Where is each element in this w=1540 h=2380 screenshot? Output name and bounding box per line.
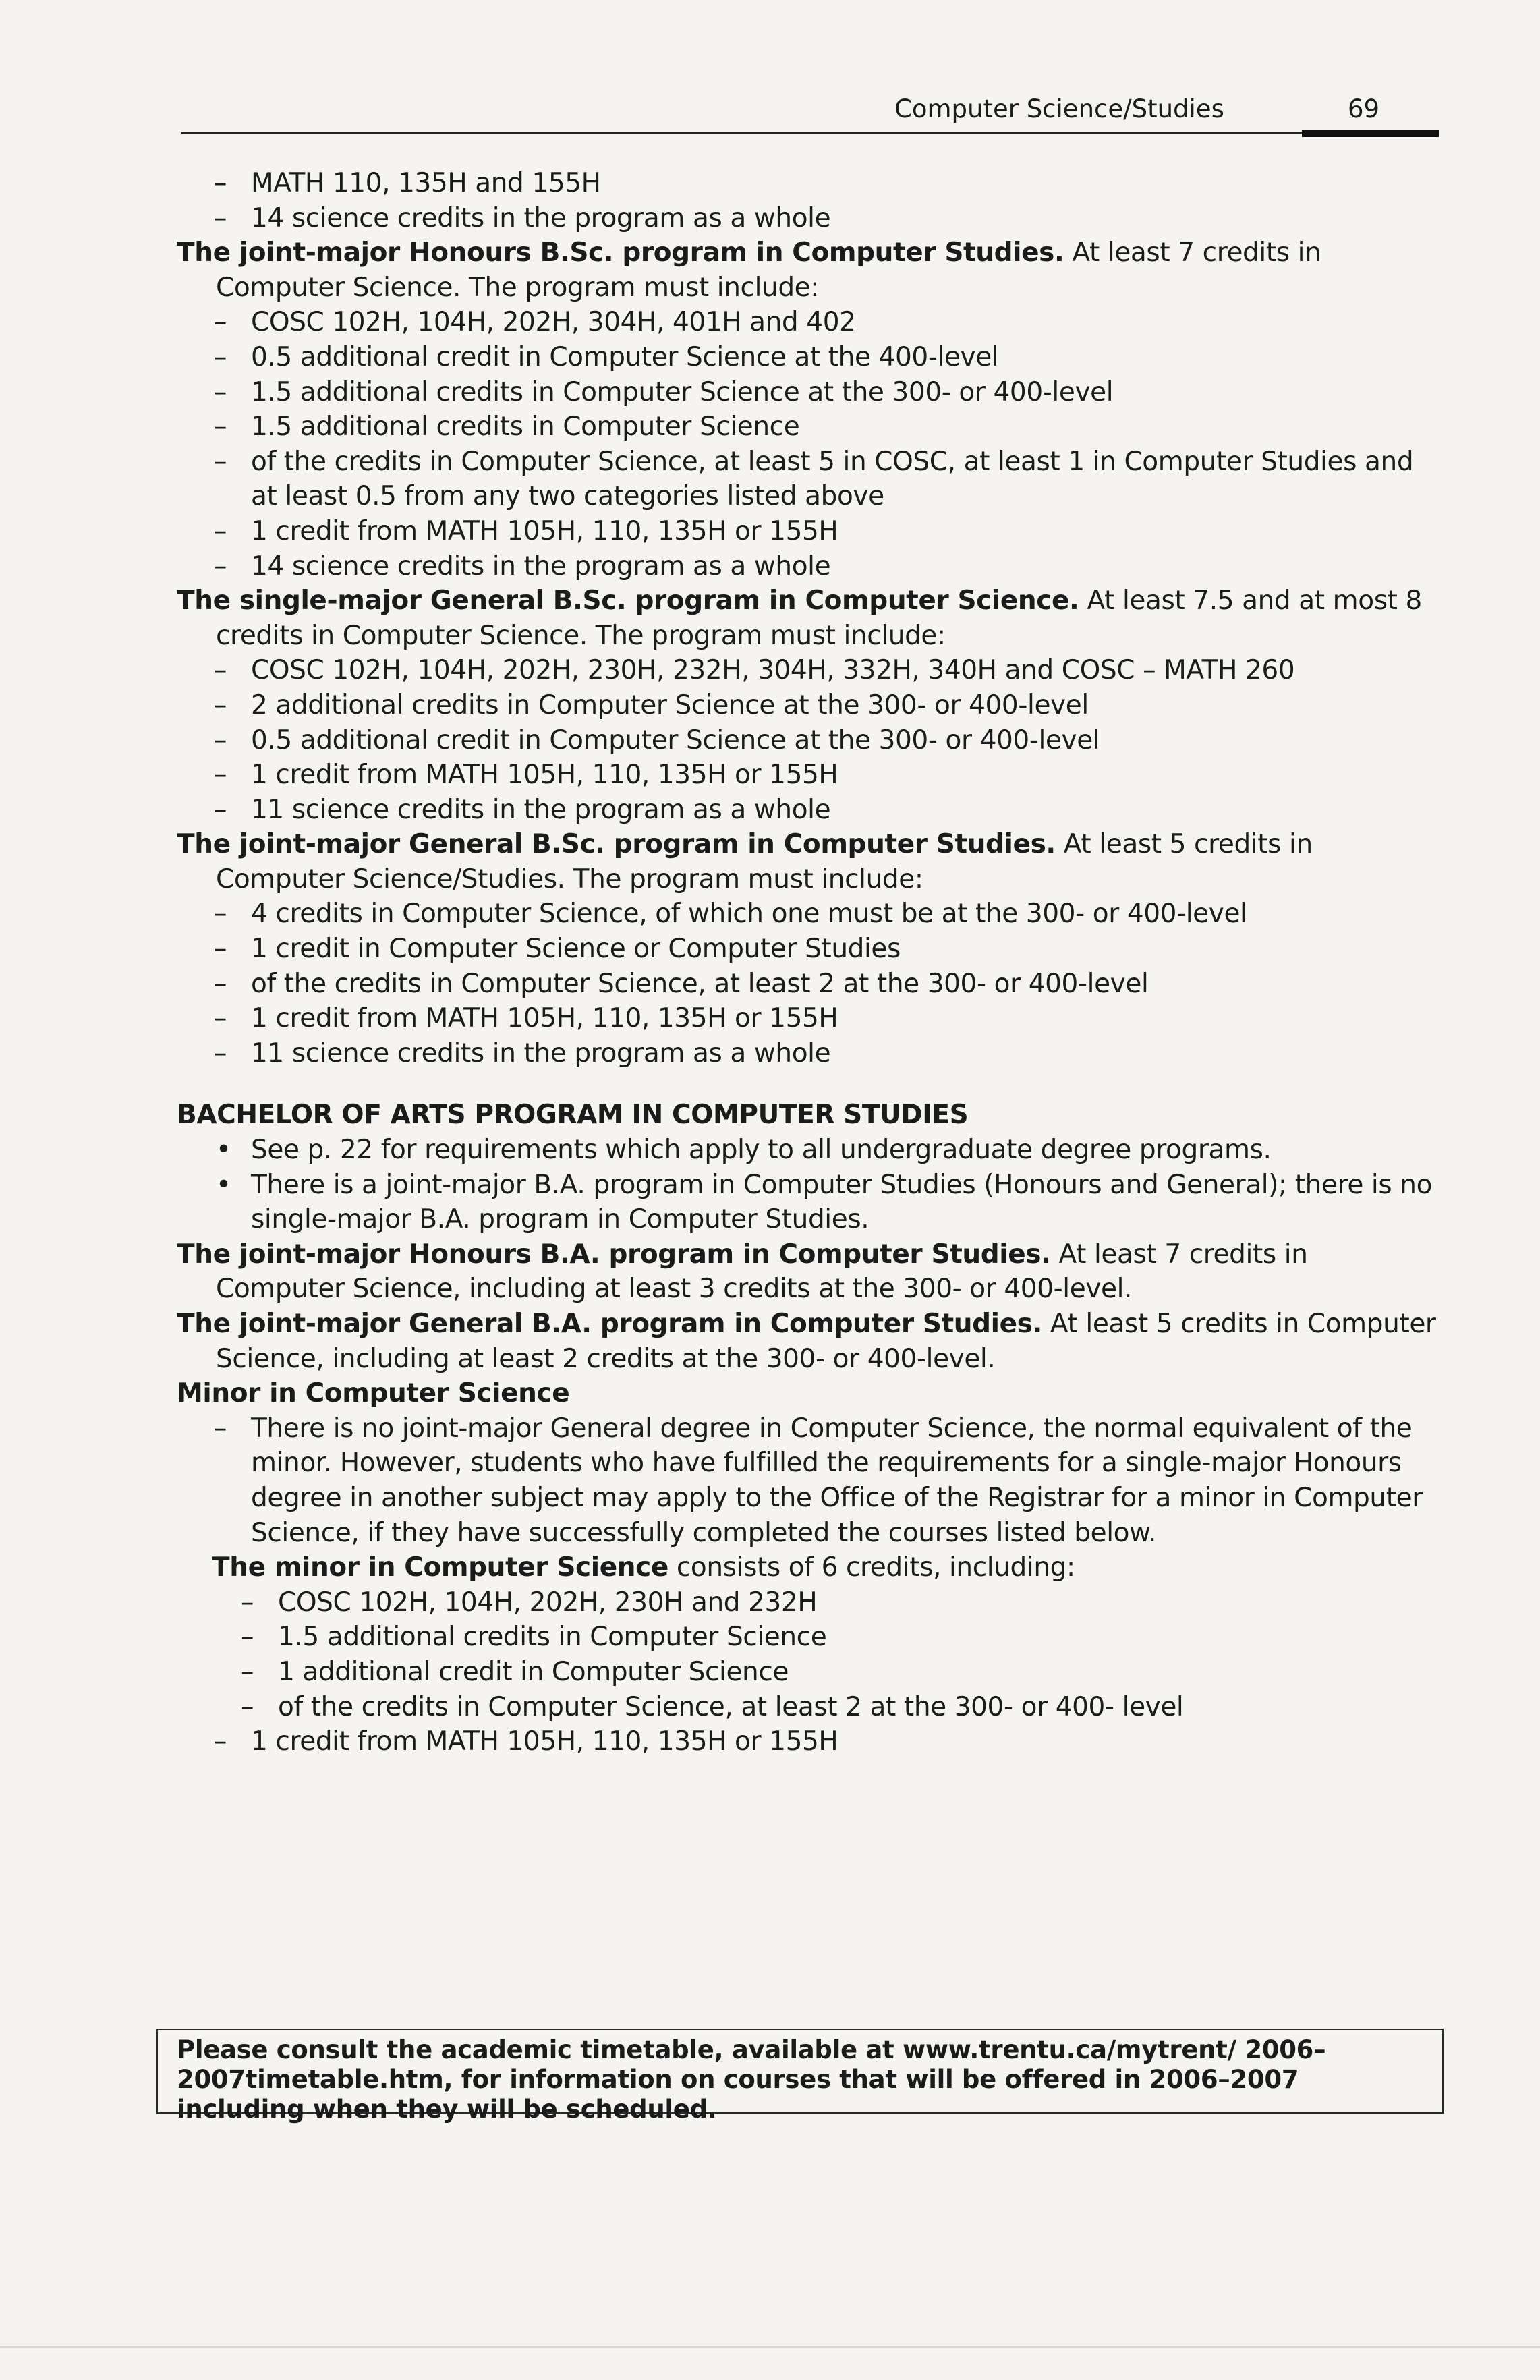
list-item: – 11 science credits in the program as a whole <box>177 793 1438 828</box>
program-description: At least 5 credits in Computer Science, including at least 2 credits at the 300- or 400-level. <box>216 1309 1436 1374</box>
list-item: – COSC 102H, 104H, 202H, 230H, 232H, 304H, 332H, 340H and COSC – MATH 260 <box>177 653 1438 688</box>
list-item: – 1 credit from MATH 105H, 110, 135H or 155H <box>177 1001 1438 1036</box>
program-heading <box>177 1237 1438 1307</box>
list-item: – 1.5 additional credits in Computer Science <box>177 409 1438 445</box>
minor-heading: Minor in Computer Science <box>177 1378 570 1409</box>
program-heading <box>177 584 1438 653</box>
list-item: – 1.5 additional credits in Computer Science at the 300- or 400-level <box>177 375 1438 410</box>
bullet-item: • There is a joint-major B.A. program in Computer Studies (Honours and General); there is no single-major B.A. program in Computer Studies. <box>177 1168 1438 1237</box>
list-item: – 1 additional credit in Computer Science <box>177 1655 1438 1690</box>
program-heading <box>177 235 1438 305</box>
program-heading <box>177 1307 1438 1376</box>
list-item: – 1 credit from MATH 105H, 110, 135H or 155H <box>177 514 1438 549</box>
program-title: The joint-major General B.A. program in Computer Studies. <box>177 1309 1042 1339</box>
program-title: The joint-major General B.Sc. program in Computer Studies. <box>177 829 1056 860</box>
list-item: – 4 credits in Computer Science, of which one must be at the 300- or 400-level <box>177 897 1438 932</box>
program-heading <box>177 827 1438 897</box>
list-item: – 1.5 additional credits in Computer Science <box>177 1620 1438 1655</box>
bullet-item: • See p. 22 for requirements which apply to all undergraduate degree programs. <box>177 1133 1438 1168</box>
list-item: – 14 science credits in the program as a whole <box>177 549 1438 584</box>
program-title: The minor in Computer Science <box>212 1552 668 1583</box>
program-description: At least 7 credits in Computer Science. The program must include: <box>216 237 1321 303</box>
list-item: – COSC 102H, 104H, 202H, 230H and 232H <box>177 1585 1438 1620</box>
list-item: – of the credits in Computer Science, at least 2 at the 300- or 400- level <box>177 1690 1438 1725</box>
list-item: – 1 credit from MATH 105H, 110, 135H or 155H <box>177 1724 1438 1759</box>
header-rule <box>181 132 1439 134</box>
list-item: – of the credits in Computer Science, at least 5 in COSC, at least 1 in Computer Studies and at least 0.5 from any two categories listed above <box>177 445 1438 514</box>
list-item: – 2 additional credits in Computer Science at the 300- or 400-level <box>177 688 1438 723</box>
list-item: – 14 science credits in the program as a whole <box>177 201 1438 236</box>
list-item: – There is no joint-major General degree in Computer Science, the normal equivalent of the minor. However, students who have fulfilled the requirements for a single-major Honours degree in another subject may apply to the Office of the Registrar for a minor in Computer Science, if they have successfully completed the courses listed below. <box>177 1411 1438 1550</box>
section-heading: BACHELOR OF ARTS PROGRAM IN COMPUTER STUDIES <box>177 1100 969 1131</box>
list-item: – 0.5 additional credit in Computer Science at the 400-level <box>177 340 1438 375</box>
list-item: – 1 credit from MATH 105H, 110, 135H or 155H <box>177 758 1438 793</box>
page-edge <box>0 2346 1540 2348</box>
timetable-notice-box: Please consult the academic timetable, available at www.trentu.ca/mytrent/ 2006–2007timetable.htm, for information on courses that will be offered in 2006–2007 including when they will be scheduled. <box>156 2029 1444 2114</box>
header-rule-accent <box>1302 130 1439 137</box>
program-title: The single-major General B.Sc. program in Computer Science. <box>177 586 1079 617</box>
list-item: – 1 credit in Computer Science or Computer Studies <box>177 932 1438 967</box>
page-body <box>177 166 1438 1759</box>
program-description: consists of 6 credits, including: <box>668 1552 1075 1583</box>
list-item: – MATH 110, 135H and 155H <box>177 166 1438 201</box>
program-title: The joint-major Honours B.Sc. program in Computer Studies. <box>177 237 1064 268</box>
program-heading <box>177 1550 1438 1585</box>
list-item: – 11 science credits in the program as a whole <box>177 1036 1438 1071</box>
program-description: At least 5 credits in Computer Science/Studies. The program must include: <box>216 829 1313 895</box>
page-number: 69 <box>1348 94 1380 123</box>
list-item: – of the credits in Computer Science, at least 2 at the 300- or 400-level <box>177 967 1438 1002</box>
spacer <box>177 1071 1438 1098</box>
list-item: – COSC 102H, 104H, 202H, 304H, 401H and 402 <box>177 305 1438 340</box>
program-title: The joint-major Honours B.A. program in Computer Studies. <box>177 1239 1051 1270</box>
program-description: At least 7 credits in Computer Science, including at least 3 credits at the 300- or 400-level. <box>216 1239 1308 1305</box>
program-description: At least 7.5 and at most 8 credits in Computer Science. The program must include: <box>216 586 1422 651</box>
list-item: – 0.5 additional credit in Computer Science at the 300- or 400-level <box>177 723 1438 758</box>
running-header-title: Computer Science/Studies <box>894 94 1224 123</box>
